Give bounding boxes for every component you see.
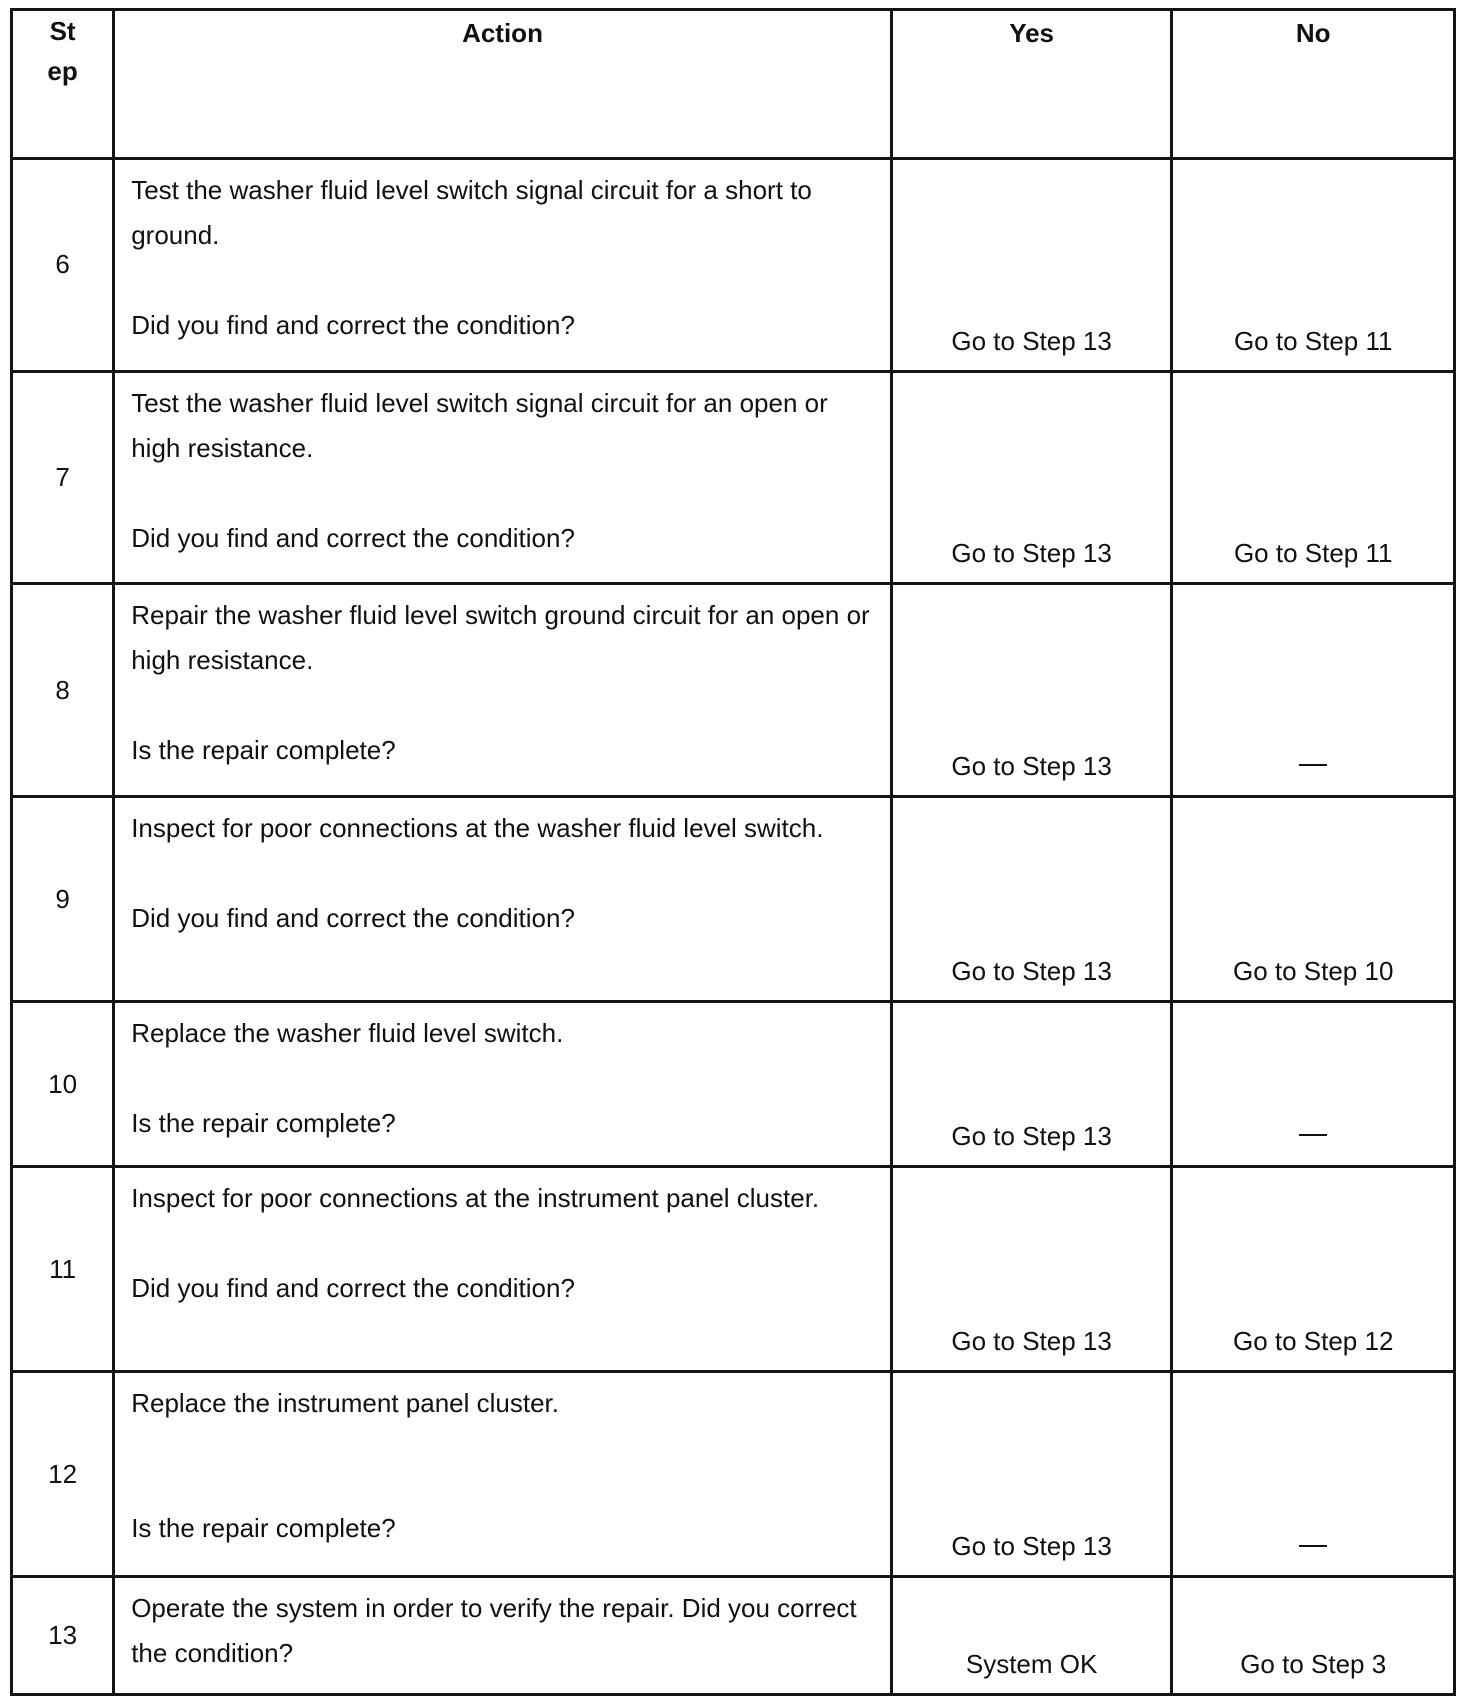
action-question: Is the repair complete? — [131, 1108, 396, 1139]
yes-result: Go to Step 13 — [891, 1372, 1172, 1577]
action-instruction: Replace the washer fluid level switch. — [131, 1018, 564, 1049]
no-result: Go to Step 11 — [1172, 371, 1455, 584]
action-instruction: Test the washer fluid level switch signal circuit for an open or high resistance. — [131, 387, 828, 463]
table-row — [12, 797, 1455, 1002]
header-step-line2: ep — [47, 56, 78, 86]
step-number: 10 — [12, 1002, 114, 1167]
action-question: Did you find and correct the condition? — [131, 310, 575, 340]
step-number: 6 — [12, 159, 114, 372]
action-instruction: Inspect for poor connections at the washer fluid level switch. — [131, 813, 824, 844]
action-cell — [114, 1577, 892, 1695]
header-yes: Yes — [891, 10, 1172, 159]
action-instruction: Replace the instrument panel cluster. — [131, 1388, 559, 1419]
header-action: Action — [114, 10, 892, 159]
action-cell — [114, 159, 892, 372]
yes-result: Go to Step 13 — [891, 584, 1172, 797]
table-header-row — [12, 10, 1455, 159]
action-question: Did you find and correct the condition? — [131, 522, 575, 553]
step-number: 13 — [12, 1577, 114, 1695]
step-number: 9 — [12, 797, 114, 1002]
action-question: Did you find and correct the condition? — [131, 1272, 575, 1303]
yes-result: Go to Step 13 — [891, 371, 1172, 584]
no-result — [1172, 1372, 1455, 1577]
action-instruction: Test the washer fluid level switch signal circuit for a short to ground. — [131, 175, 812, 250]
table-row — [12, 1166, 1455, 1371]
yes-result: Go to Step 13 — [891, 1166, 1172, 1371]
action-cell — [114, 1002, 892, 1167]
action-cell — [114, 797, 892, 1002]
no-result: Go to Step 10 — [1172, 797, 1455, 1002]
step-number: 7 — [12, 371, 114, 584]
no-result-dash — [1299, 1134, 1327, 1136]
action-question: Did you find and correct the condition? — [131, 903, 575, 934]
action-cell — [114, 371, 892, 584]
no-result — [1172, 584, 1455, 797]
no-result: Go to Step 11 — [1172, 159, 1455, 372]
action-cell — [114, 584, 892, 797]
no-result-dash — [1299, 764, 1327, 766]
no-result: Go to Step 12 — [1172, 1166, 1455, 1371]
action-question: Is the repair complete? — [131, 735, 396, 766]
step-number: 8 — [12, 584, 114, 797]
diagnostic-steps-table — [10, 8, 1456, 1696]
action-question: Is the repair complete? — [131, 1513, 396, 1544]
action-instruction: Inspect for poor connections at the instrument panel cluster. — [131, 1182, 820, 1213]
no-result — [1172, 1002, 1455, 1167]
no-result-dash — [1299, 1545, 1327, 1547]
action-cell — [114, 1166, 892, 1371]
action-cell — [114, 1372, 892, 1577]
header-step — [12, 10, 114, 159]
action-instruction: Operate the system in order to verify the repair. Did you correct the condition? — [131, 1593, 857, 1669]
header-step-line1: St — [49, 16, 76, 46]
header-no: No — [1172, 10, 1455, 159]
table-row — [12, 1372, 1455, 1577]
table-row — [12, 371, 1455, 584]
table-row — [12, 1577, 1455, 1695]
table-row — [12, 1002, 1455, 1167]
action-instruction: Repair the washer fluid level switch ground circuit for an open or high resistance. — [131, 600, 870, 676]
table-row — [12, 159, 1455, 372]
yes-result: Go to Step 13 — [891, 797, 1172, 1002]
no-result: Go to Step 3 — [1172, 1577, 1455, 1695]
yes-result: Go to Step 13 — [891, 159, 1172, 372]
step-number: 11 — [12, 1166, 114, 1371]
table-row — [12, 584, 1455, 797]
yes-result: System OK — [891, 1577, 1172, 1695]
step-number: 12 — [12, 1372, 114, 1577]
yes-result: Go to Step 13 — [891, 1002, 1172, 1167]
